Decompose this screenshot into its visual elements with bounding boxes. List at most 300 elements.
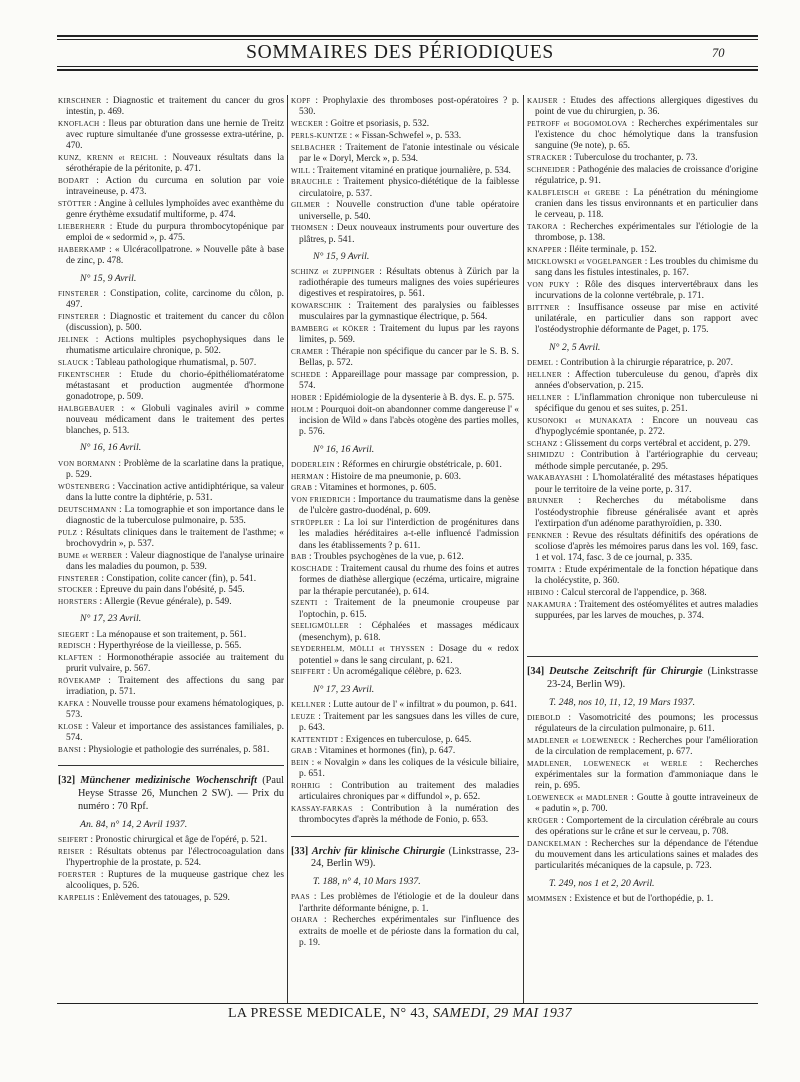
article-author: BANSI: [58, 746, 82, 755]
article-author: VON PUKY: [527, 281, 571, 289]
article-entry: [58, 482, 284, 504]
article-title: : Constipation, colite, carcinome du côlon, p. 497.: [66, 288, 284, 311]
article-title: : Recherches expérimentales sur l'étiologie de la thrombose, p. 138.: [535, 222, 758, 244]
article-entry: [58, 245, 284, 267]
article-entry: [291, 166, 519, 177]
article-author: MADLENER, LOEWENECK et WERLE: [527, 759, 688, 768]
article-title: : Contribution à l'artériographie du cerveau; méthode simple percutanée, p. 295.: [535, 450, 758, 472]
article-author: HORSTERS: [58, 598, 98, 607]
article-author: WILL: [291, 166, 311, 175]
article-author: KARPELIS: [58, 893, 95, 902]
article-author: KNAPPER: [527, 246, 562, 255]
article-author: KLAFTEN: [58, 654, 93, 663]
article-title: : Allergie (Revue générale), p. 549.: [99, 597, 232, 608]
article-author: THOMSEN: [291, 224, 328, 233]
article-author: REDISCH: [58, 642, 91, 651]
article-title: : Importance du traumatisme dans la genèse de l'ulcère gastro-duodénal, p. 609.: [299, 495, 519, 517]
article-author: BAMBERG et KÖKER: [291, 325, 369, 334]
article-entry: [291, 96, 519, 118]
article-entry: [58, 870, 284, 892]
article-entry: [291, 758, 519, 780]
header-rule-top-thin: [57, 39, 758, 40]
article-title: : Dosage du « redox potentiel » dans le sang circulant, p. 621.: [299, 644, 519, 666]
issue-heading: T. 248, nos 10, 11, 12, 19 Mars 1937.: [549, 696, 696, 708]
article-author: DIEBOLD: [527, 713, 561, 722]
journal-heading: [58, 765, 284, 813]
article-title: : Réformes en chirurgie obstétricale, p. 601.: [337, 459, 502, 470]
journal-details: (Paul Heyse Strasse 26, Munchen 2 SW). — Prix du numéro : 70 Rpf.: [78, 775, 284, 813]
article-title: : Appareillage pour massage par compression, p. 574.: [299, 370, 519, 392]
journal-number: [33]: [291, 845, 309, 857]
article-entry: [527, 96, 758, 118]
article-title: : Recherches sur la dépendance de l'étendue du mouvement dans les articulations saines et malades des particularités mécaniques de la capsule, p. 723.: [535, 839, 758, 872]
article-title: : Lutte autour de l' « infiltrat » du poumon, p. 641.: [328, 699, 517, 710]
article-entry: [58, 335, 284, 357]
article-entry: [291, 324, 519, 346]
article-entry: [527, 393, 758, 415]
article-title: : Valeur diagnostique de l'analyse urinaire dans les maladies du poumon, p. 539.: [66, 550, 284, 572]
article-author: KAFKA: [58, 700, 85, 709]
article-title: : Traitement des affections du sang par irradiation, p. 571.: [66, 676, 284, 698]
article-title: : Hyperthyréose de la vieillesse, p. 565.: [93, 641, 242, 652]
article-entry: [527, 222, 758, 244]
article-author: KUNZ, KRENN et REICHL: [58, 154, 159, 163]
article-entry: [58, 222, 284, 244]
article-entry: [58, 528, 284, 550]
article-author: GRAB: [291, 747, 313, 756]
article-author: LEUZE: [291, 712, 316, 721]
article-entry: [58, 722, 284, 744]
article-title: : Résultats obtenus par l'électrocoagulation dans l'hypertrophie de la prostate, p. 524.: [66, 846, 284, 869]
article-entry: [58, 289, 284, 311]
article-entry: [291, 301, 519, 323]
article-title: : Valeur et importance des assistances familiales, p. 574.: [66, 722, 284, 744]
article-entry: [291, 405, 519, 439]
article-author: BODART: [58, 177, 89, 186]
article-entry: [291, 735, 519, 746]
article-entry: [291, 177, 519, 199]
article-title: : Tuberculose du trochanter, p. 73.: [569, 153, 698, 164]
journal-heading: [291, 836, 519, 872]
article-title: : Existence et but de l'orthopédie, p. 1.: [569, 893, 714, 904]
article-entry: [58, 574, 284, 585]
article-title: : Revue des résultats définitifs des opérations de scoliose d'après les mémoires parus dans les vol. 169, fasc. 1 et vol. 174, fasc. 3 de ce journal, p. 335.: [535, 530, 758, 564]
journal-title: Archiv für klinische Chirurgie: [311, 845, 445, 857]
article-author: JELINEK: [58, 335, 89, 344]
article-author: HOBER: [291, 394, 317, 403]
article-title: : Exigences en tuberculose, p. 645.: [340, 734, 472, 745]
article-entry: [527, 496, 758, 530]
issue-heading: N° 17, 23 Avril.: [313, 683, 375, 695]
article-title: : Angine à cellules lymphoïdes avec exanthème du genre érythème exsudatif multiforme, p. 474.: [66, 199, 284, 221]
article-entry: [58, 551, 284, 573]
article-title: : Ileus par obturation dans une hernie de Treitz avec rupture simultanée d'une grossesse extra-utérine, p. 470.: [66, 119, 284, 152]
article-author: WÜSTENBERG: [58, 482, 111, 491]
article-entry: [527, 450, 758, 472]
article-entry: [291, 700, 519, 711]
article-title: : Vasomotricité des poumons; les processus régulateurs de la circulation pulmonaire, p. 611.: [535, 712, 758, 735]
article-author: BITTNER: [527, 304, 560, 312]
article-title: : Contribution au traitement des maladies articulaires chroniques par « diffundol », p. 652.: [299, 781, 519, 803]
article-title: : Vitamines et hormones (fin), p. 647.: [314, 746, 456, 757]
header-rule-bottom-thin: [57, 66, 758, 67]
article-author: VON BORMANN: [58, 459, 116, 468]
article-title: : Constipation, colite cancer (fin), p. 541.: [101, 573, 257, 584]
article-entry: [291, 460, 519, 471]
issue-heading: N° 16, 16 Avril.: [313, 443, 375, 455]
article-title: : Diagnostic et traitement du cancer du côlon (discussion), p. 500.: [66, 311, 284, 334]
journal-title: Deutsche Zeitschrift für Chirurgie: [549, 666, 703, 678]
article-title: : Affection tuberculeuse du genou, d'après dix années d'observation, p. 215.: [535, 369, 758, 391]
article-author: CRAMER: [291, 348, 324, 357]
article-entry: [58, 96, 284, 118]
article-title: : Traitement vitaminé en pratique journalière, p. 534.: [312, 165, 511, 176]
article-author: MOMMSEN: [527, 894, 568, 903]
article-author: WECKER: [291, 120, 324, 128]
article-author: SEIFFERT: [291, 668, 326, 677]
article-author: LIEBERHERR: [58, 223, 106, 232]
column-divider: [287, 95, 288, 1003]
article-entry: [58, 745, 284, 756]
article-entry: [58, 404, 284, 438]
article-author: SELBACHER: [291, 143, 336, 152]
header-rule-bottom: [57, 69, 758, 71]
article-entry: [58, 699, 284, 721]
article-entry: [291, 483, 519, 494]
article-title: : L'homolatéralité des métastases hépatiques pour le territoire de la veine porte, p. 317.: [535, 473, 758, 495]
article-author: SCHEDE: [291, 371, 321, 380]
article-entry: [291, 267, 519, 301]
article-author: HIBINO: [527, 588, 554, 597]
article-author: KRÜGER: [527, 817, 559, 826]
journal-details: (Linkstrasse 23-24, Berlin W9).: [547, 666, 758, 690]
article-author: HELLNER: [527, 370, 562, 379]
article-title: : Traitement physico-diététique de la faiblesse circulatoire, p. 537.: [299, 177, 519, 199]
article-title: : Traitement par les sangsues dans les villes de cure, p. 643.: [299, 711, 519, 733]
article-title: : Contribution à la numération des thrombocytes d'après la méthode de Fonio, p. 653.: [299, 804, 519, 826]
article-entry: [291, 892, 519, 914]
article-entry: [527, 473, 758, 495]
article-title: : « Fissan-Schwefel », p. 533.: [349, 130, 462, 141]
article-author: KNOFLACH: [58, 120, 100, 128]
article-title: : La tomographie et son importance dans le diagnostic de la tuberculose pulmonaire, p. 535.: [66, 504, 284, 526]
journal-number: [32]: [58, 775, 76, 787]
article-entry: [291, 119, 519, 130]
article-author: SEYDERHELM, MÖLLI et THYSSEN: [291, 645, 425, 654]
article-author: KELLNER: [291, 700, 326, 709]
article-title: : Un acromégalique célèbre, p. 623.: [327, 667, 462, 678]
article-entry: [527, 119, 758, 153]
article-title: : Glissement du corps vertébral et accident, p. 279.: [559, 438, 751, 449]
article-author: SLAUCK: [58, 358, 89, 367]
article-entry: [527, 565, 758, 587]
article-entry: [291, 472, 519, 483]
article-title: : Thérapie non spécifique du cancer par le S. B. S. Bellas, p. 572.: [299, 347, 519, 369]
article-title: : Histoire de ma pneumonie, p. 603.: [326, 471, 461, 482]
article-entry: [291, 781, 519, 803]
footer-date: SAMEDI, 29 MAI 1937: [433, 1006, 573, 1021]
article-author: BAB: [291, 553, 307, 562]
page-title: SOMMAIRES DES PÉRIODIQUES: [246, 42, 554, 63]
article-author: KUSONOKI et MUNAKATA: [527, 416, 633, 425]
issue-heading: N° 15, 9 Avril.: [313, 250, 370, 262]
article-author: BUME et WERBER: [58, 551, 123, 560]
article-author: PULZ: [58, 528, 78, 537]
article-entry: [58, 653, 284, 675]
article-entry: [527, 153, 758, 164]
article-title: : Encore un nouveau cas d'hypoglycémie spontanée, p. 272.: [535, 415, 758, 437]
article-entry: [291, 370, 519, 392]
article-entry: [527, 416, 758, 438]
article-title: : Diagnostic et traitement du cancer du gros intestin, p. 469.: [66, 96, 284, 118]
article-entry: [58, 630, 284, 641]
article-entry: [291, 804, 519, 826]
article-author: KLOSE: [58, 723, 83, 732]
article-author: HELLNER: [527, 393, 562, 402]
article-entry: [58, 597, 284, 608]
article-entry: [527, 245, 758, 256]
article-author: SCHNEIDER: [527, 166, 571, 174]
article-author: STOCKER: [58, 586, 93, 595]
article-title: : L'inflammation chronique non tuberculeuse ni spécifique du genou et ses suites, p. 251.: [535, 392, 758, 414]
article-title: : Enlèvement des tatouages, p. 529.: [97, 892, 230, 903]
column-3: [527, 96, 758, 1002]
journal-heading: [527, 656, 758, 692]
article-author: DANCKELMAN: [527, 840, 582, 849]
article-author: KOPF: [291, 97, 311, 105]
article-entry: [58, 199, 284, 221]
article-author: NAKAMURA: [527, 600, 572, 609]
article-title: : Traitement des ostéomyélites et autres maladies suppurées, par les larves de mouches, p. 374.: [535, 599, 758, 621]
article-title: : Deux nouveaux instruments pour ouverture des plâtres, p. 541.: [299, 223, 519, 245]
article-title: : Goitre et psoriasis, p. 532.: [325, 119, 430, 129]
article-entry: [527, 165, 758, 187]
article-title: : Recherches du métabolisme dans l'ostéodystrophie fibreuse généralisée avant et après l'extirpation d'un adénome parathyroïdien, p. 330.: [535, 496, 758, 529]
article-entry: [291, 712, 519, 734]
article-entry: [291, 564, 519, 598]
article-entry: [527, 816, 758, 838]
article-title: : Action du curcuma en solution par voie intraveineuse, p. 473.: [66, 176, 284, 198]
article-title: : Goutte à goutte intraveineux de « padutin », p. 700.: [535, 793, 758, 815]
article-author: FINSTERER: [58, 289, 100, 298]
article-entry: [291, 131, 519, 142]
article-title: : Recherches expérimentales sur l'existence du choc hémolytique dans la transfusion sanguine (9e note), p. 65.: [535, 119, 758, 152]
article-author: TAKORA: [527, 223, 559, 232]
article-title: : Hormonothérapie associée au traitement du prurit vulvaire, p. 567.: [66, 653, 284, 675]
article-title: : Traitement des paralysies ou faiblesses musculaires par la gymnastique électrique, p. 564.: [299, 301, 519, 323]
article-title: : « Ulcéracollpatrone. » Nouvelle pâte à base de zinc, p. 478.: [66, 245, 284, 267]
article-author: PERLS-KUNTZE: [291, 131, 348, 140]
article-entry: [58, 312, 284, 334]
article-author: ROHRIG: [291, 782, 321, 791]
article-entry: [527, 793, 758, 815]
article-title: : Insuffisance osseuse par mise en activité unilatérale, en particulier dans son rapport avec l'ostéodystrophie déformante de Paget, p. 175.: [535, 303, 758, 336]
page-number: 70: [712, 46, 725, 60]
article-title: : Traitement causal du rhume des foins et autres formes de diathèse allergique (eczéma, urticaire, migraine par la thérapie percutanée), p. 614.: [299, 564, 519, 597]
article-author: KOSCHADE: [291, 565, 333, 574]
article-title: : La loi sur l'interdiction de progénitures dans les maladies héréditaires a-t-elle influencé l'admission dans les établissements ? p. 611.: [299, 518, 519, 551]
journal-number: [34]: [527, 666, 545, 678]
article-entry: [527, 839, 758, 873]
article-title: : Tableau pathologique rhumatismal, p. 507.: [90, 357, 257, 368]
article-entry: [291, 667, 519, 678]
article-entry: [58, 176, 284, 198]
article-title: : Problème de la scarlatine dans la pratique, p. 529.: [66, 458, 284, 480]
article-author: FINSTERER: [58, 574, 100, 583]
article-author: STRÜPPLER: [291, 519, 334, 528]
article-author: SCHANZ: [527, 439, 558, 448]
article-title: : Vitamines et hormones, p. 605.: [314, 483, 437, 494]
article-author: FENKNER: [527, 531, 563, 540]
article-title: : Etude expérimentale de la fonction hépatique dans la cholécystite, p. 360.: [535, 564, 758, 587]
article-title: : Nouvelle construction d'une table opératoire universelle, p. 540.: [299, 200, 519, 222]
article-title: : Vaccination active antidiphtérique, sa valeur dans la lutte contre la diphtérie, p. 531.: [66, 481, 284, 503]
article-author: OHARA: [291, 916, 319, 925]
article-title: : Troubles psychogènes de la vue, p. 612.: [309, 552, 464, 563]
issue-heading: T. 188, n° 4, 10 Mars 1937.: [313, 876, 421, 888]
article-entry: [291, 143, 519, 165]
article-author: KOWARSCHIK: [291, 302, 342, 311]
article-entry: [291, 598, 519, 620]
page-footer: [0, 1006, 800, 1022]
issue-heading: N° 16, 16 Avril.: [80, 442, 142, 454]
article-entry: [291, 621, 519, 643]
article-title: : Traitement de l'atonie intestinale ou vésicale par le « Doryl, Merck », p. 534.: [299, 142, 519, 164]
article-title: : Epreuve du pain dans l'obésité, p. 545.: [95, 585, 245, 596]
article-entry: [527, 370, 758, 392]
footer-journal: LA PRESSE MEDICALE, N° 43,: [227, 1006, 430, 1021]
article-entry: [527, 358, 758, 369]
article-author: GRAB: [291, 484, 313, 493]
article-title: : Pathogénie des malacies de croissance d'origine régulatrice, p. 91.: [535, 165, 758, 187]
article-title: : « Novalgin » dans les coliques de la vésicule biliaire, p. 651.: [299, 758, 519, 780]
article-author: MADLENER et LOEWENECK: [527, 736, 630, 745]
article-entry: [527, 894, 758, 905]
article-entry: [58, 153, 284, 175]
article-entry: [58, 676, 284, 698]
article-title: : Ruptures de la muqueuse gastrique chez les alcooliques, p. 526.: [66, 869, 284, 892]
column-1: [58, 96, 284, 1002]
article-entry: [527, 759, 758, 793]
article-author: LOEWENECK et MADLENER: [527, 794, 629, 803]
article-title: : Physiologie et pathologie des surrénales, p. 581.: [83, 745, 270, 756]
article-entry: [527, 588, 758, 599]
article-title: : Iléite terminale, p. 152.: [564, 245, 657, 256]
issue-heading: N° 15, 9 Avril.: [80, 272, 137, 284]
article-entry: [291, 347, 519, 369]
footer-rule: [57, 1003, 758, 1004]
article-author: FOERSTER: [58, 870, 97, 879]
article-title: : Traitement de la pneumonie croupeuse par l'optochin, p. 615.: [299, 598, 519, 620]
article-entry: [291, 223, 519, 245]
article-author: KAIJSER: [527, 97, 558, 105]
article-entry: [58, 835, 284, 846]
article-entry: [58, 358, 284, 369]
article-title: : Calcul stercoral de l'appendice, p. 368.: [556, 587, 707, 598]
article-title: : Prophylaxie des thromboses post-opératoires ? p. 530.: [299, 96, 519, 118]
article-title: : Les troubles du chimisme du sang dans les fistules intestinales, p. 167.: [535, 257, 758, 279]
article-author: BRAUCHLE: [291, 178, 333, 187]
article-title: : Actions multiples psychophysiques dans le rhumatisme articulaire chronique, p. 502.: [66, 334, 284, 357]
article-entry: [527, 303, 758, 337]
article-entry: [291, 518, 519, 552]
article-author: HABERKAMP: [58, 246, 106, 255]
article-entry: [58, 459, 284, 481]
header-rule-top: [57, 35, 758, 37]
issue-heading: N° 17, 23 Avril.: [80, 613, 142, 625]
article-title: : Résultats cliniques dans le traitement de l'asthme; « brochovydrin », p. 537.: [66, 527, 284, 549]
article-author: KIRSCHNER: [58, 97, 102, 105]
article-author: SHIMIDZU: [527, 451, 565, 460]
article-entry: [527, 713, 758, 735]
article-author: SCHINZ et ZUPPINGER: [291, 268, 375, 276]
article-entry: [527, 600, 758, 622]
article-entry: [291, 552, 519, 563]
article-author: SIEGERT: [58, 630, 90, 639]
article-title: : Etudes des affections allergiques digestives du point de vue du chirurgien, p. 36.: [535, 96, 758, 118]
article-author: SEIFERT: [58, 836, 89, 845]
article-author: FINSTERER: [58, 312, 100, 321]
article-entry: [527, 188, 758, 222]
issue-heading: N° 2, 5 Avril.: [549, 341, 601, 353]
article-title: : Etude du purpura thrombocytopénique par emploi de « sedormid », p. 475.: [66, 222, 284, 244]
article-author: HALBGEBAUER: [58, 404, 115, 413]
article-author: BRUNNER: [527, 497, 564, 506]
article-entry: [291, 746, 519, 757]
article-title: : Pronostic chirurgical et âge de l'opéré, p. 521.: [90, 835, 268, 846]
article-author: STRACKER: [527, 154, 567, 163]
article-entry: [527, 531, 758, 565]
article-author: DODERLEIN: [291, 460, 335, 469]
article-entry: [527, 280, 758, 302]
article-entry: [291, 644, 519, 666]
article-author: GILMER: [291, 201, 321, 210]
column-divider: [523, 95, 524, 1003]
column-2: [291, 96, 519, 1002]
article-author: STÖTTER: [58, 200, 92, 209]
article-entry: [527, 257, 758, 279]
article-title: : Epidémiologie de la dysenterie à B. dys. E. p. 575.: [319, 393, 515, 404]
article-author: MICKLOWSKI et VOGELPANGER: [527, 258, 643, 266]
article-title: : La ménopause et son traitement, p. 561.: [91, 629, 247, 640]
article-author: KASSAY-FARKAS: [291, 805, 353, 814]
article-entry: [291, 495, 519, 517]
article-author: KATTENTIDT: [291, 735, 339, 744]
article-entry: [527, 439, 758, 450]
article-title: : Etude du chorio-épithéliomatératome métastasant et production augmentée d'hormone gonadotrope, p. 509.: [66, 369, 284, 403]
article-title: : Nouvelle trousse pour examens hématologiques, p. 573.: [66, 699, 284, 721]
article-author: DEUTSCHMANN: [58, 505, 117, 514]
article-entry: [58, 119, 284, 153]
article-entry: [58, 847, 284, 869]
article-author: HERMAN: [291, 472, 324, 481]
article-author: FIKENTSCHER: [58, 370, 111, 379]
article-title: : Contribution à la chirurgie réparatrice, p. 207.: [555, 357, 733, 368]
article-author: PETROFF et BOGOMOLOVA: [527, 120, 628, 128]
article-title: : Recherches expérimentales sur l'influence des extraits de moelle et de périoste dans la formation du cal, p. 19.: [299, 915, 519, 948]
article-entry: [291, 393, 519, 404]
article-entry: [58, 505, 284, 527]
article-entry: [58, 893, 284, 904]
article-author: KALBFLEISCH et GREBE: [527, 189, 621, 197]
article-title: : « Globuli vaginales aviril » comme nouveau médicament dans le traitement des pertes blanches, p. 513.: [66, 403, 284, 437]
article-author: PAAS: [291, 893, 310, 902]
article-entry: [58, 641, 284, 652]
article-title: : Résultats obtenus à Zürich par la radiothérapie des tumeurs malignes des voies supérieures digestives et respiratoires, p. 561.: [299, 267, 519, 300]
issue-heading: An. 84, n° 14, 2 Avril 1937.: [80, 818, 188, 830]
article-title: : Comportement de la circulation cérébrale au cours des opérations sur le crâne et sur le cerveau, p. 708.: [535, 816, 758, 838]
article-author: BEIN: [291, 759, 309, 768]
